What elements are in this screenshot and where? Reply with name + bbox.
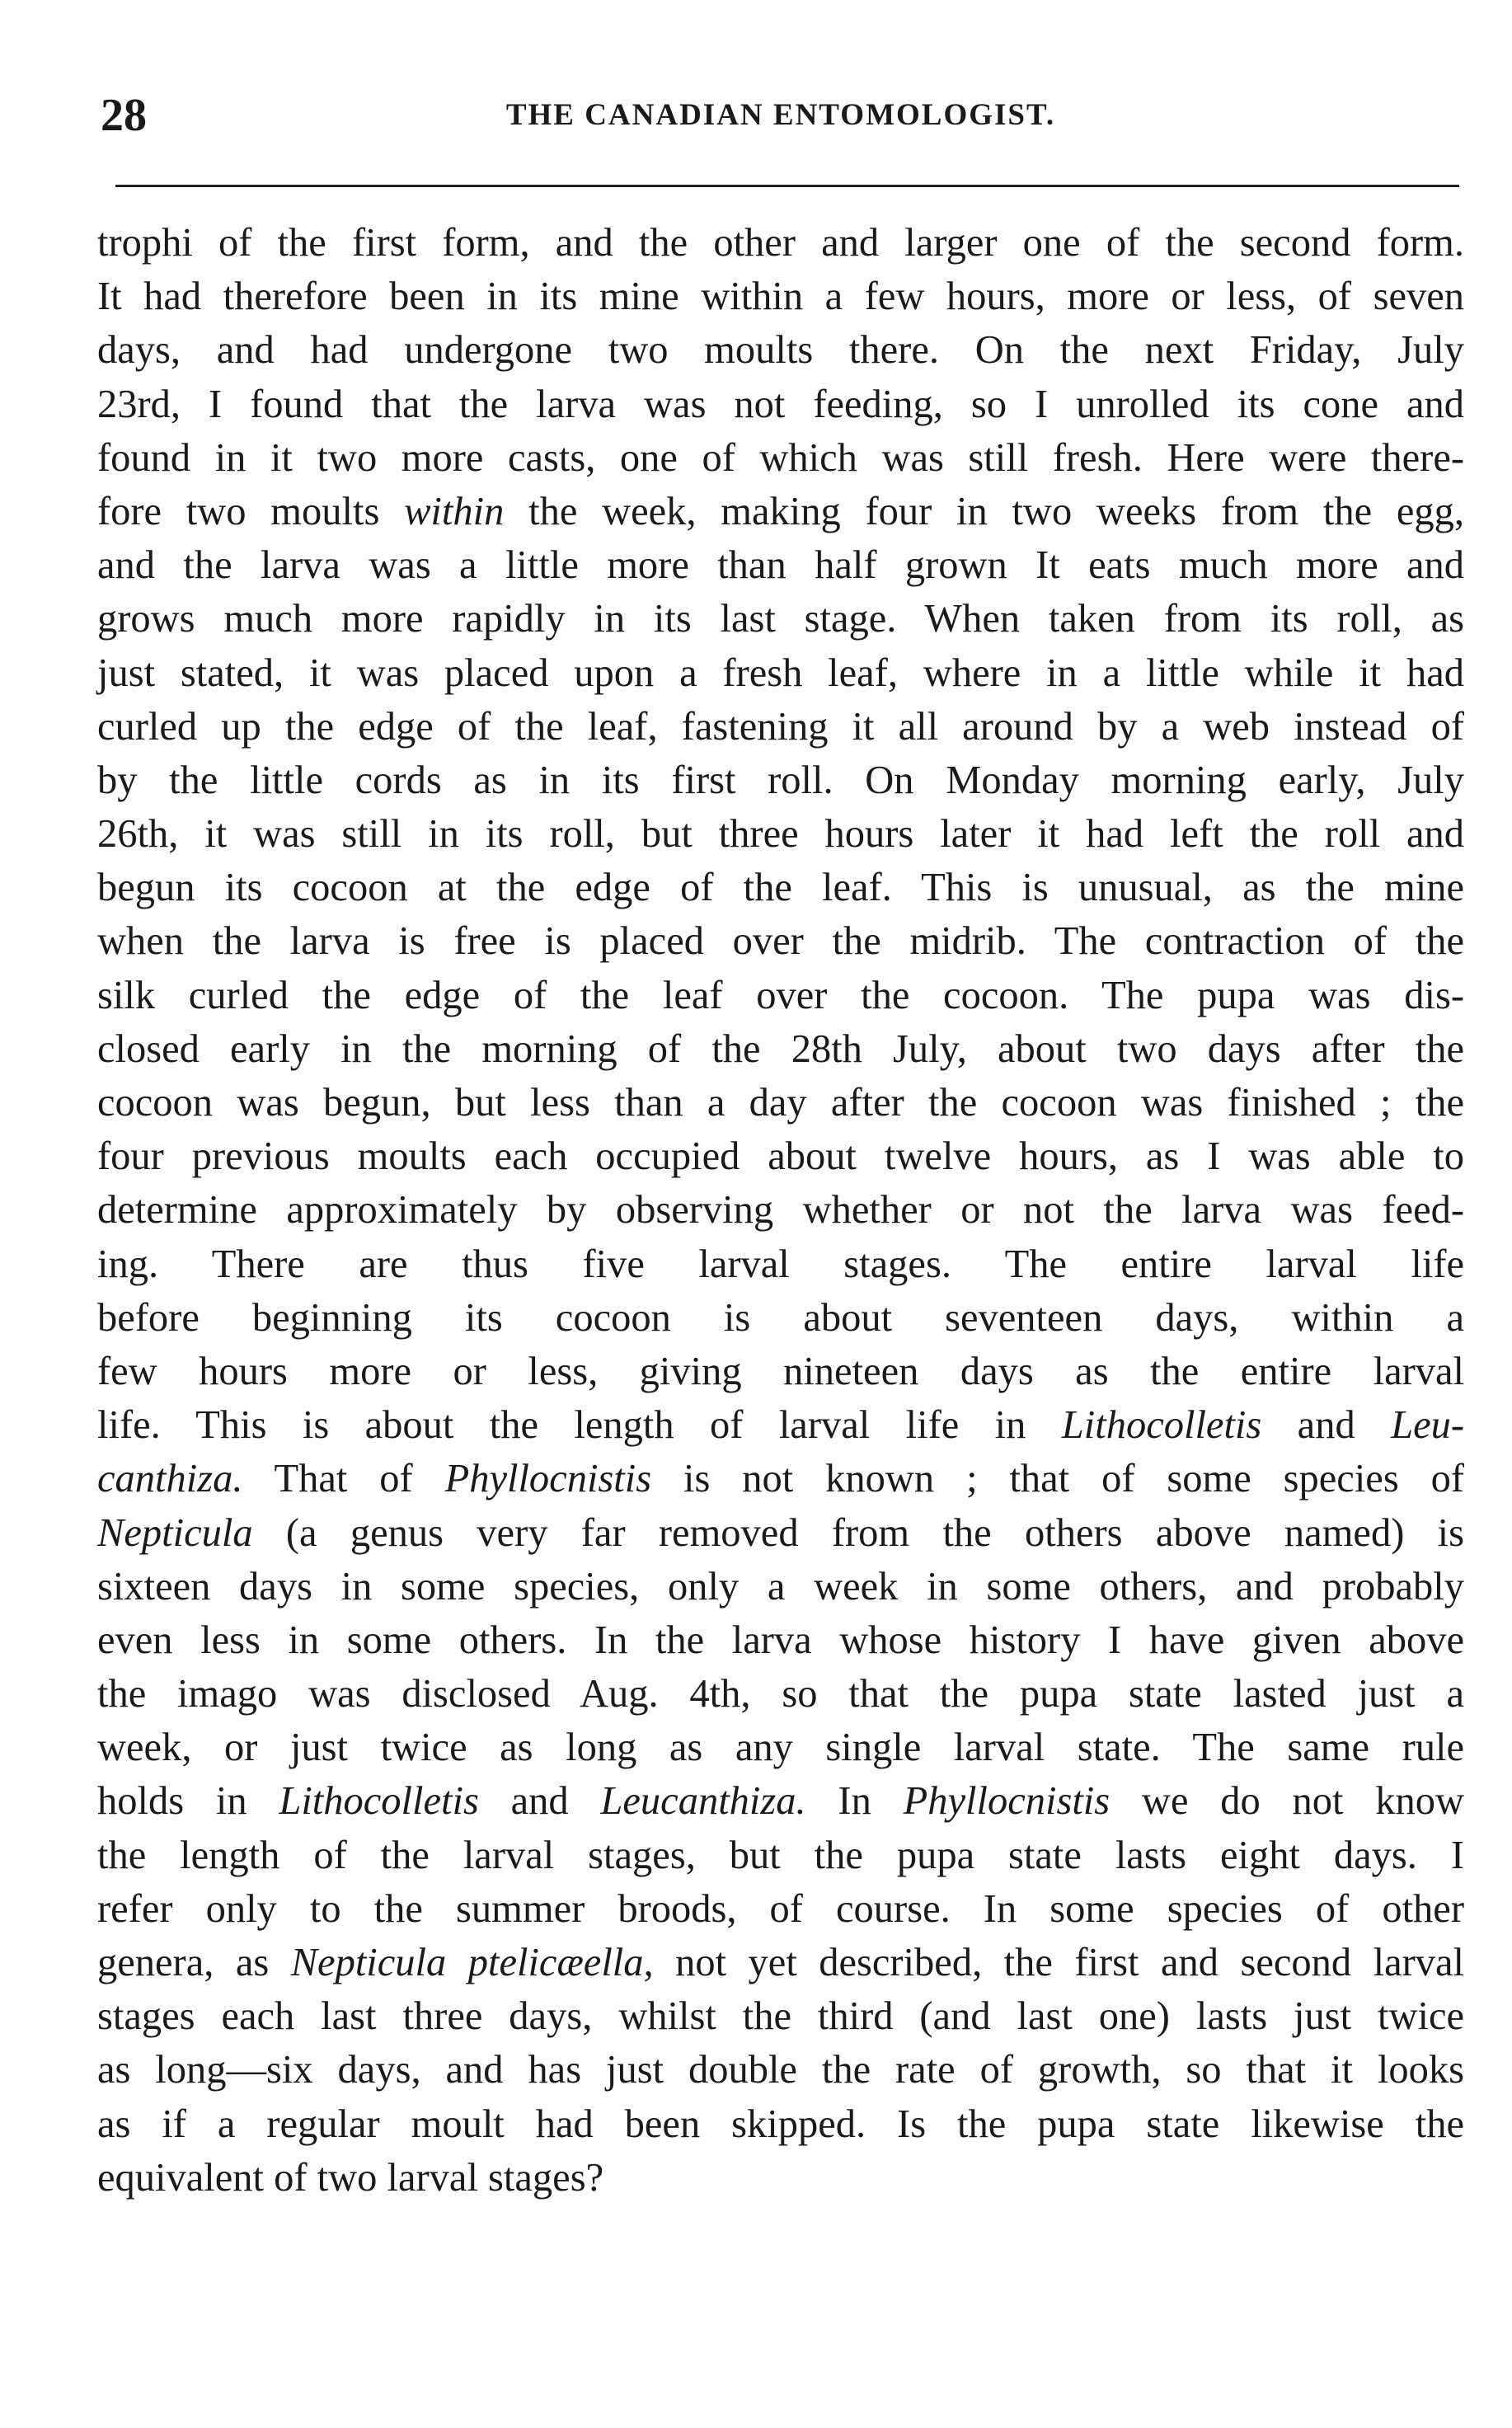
text-line: determine approximately by observing whether or not the larva was feed- xyxy=(97,1188,1464,1233)
text-line xyxy=(97,485,1464,538)
italic-term: Lithocolletis xyxy=(279,1779,479,1824)
text-line: days, and had undergone two moults there. On the next Friday, July xyxy=(97,328,1464,373)
text-segment: In xyxy=(805,1779,904,1824)
text-line: grows much more rapidly in its last stage. When taken from its roll, as xyxy=(97,597,1464,641)
text-segment: and xyxy=(478,1779,601,1824)
text-line: curled up the edge of the leaf, fastening it all around by a web instead of xyxy=(97,704,1464,749)
text-line: cocoon was begun, but less than a day after the cocoon was finished ; the xyxy=(97,1081,1464,1125)
text-line: equivalent of two larval stages? xyxy=(97,2155,604,2200)
text-segment: and xyxy=(1261,1403,1392,1448)
italic-term: Lithocolletis xyxy=(1061,1403,1262,1448)
italic-term: Leucanthiza. xyxy=(600,1779,806,1824)
text-line: sixteen days in some species, only a week in some others, and probably xyxy=(97,1564,1464,1608)
text-line xyxy=(97,1774,1464,1828)
text-segment: holds in xyxy=(97,1779,279,1824)
text-line: before beginning its cocoon is about seventeen days, within a xyxy=(97,1295,1464,1340)
text-segment: fore two moults xyxy=(97,489,405,533)
text-line xyxy=(97,1506,1464,1560)
text-line: refer only to the summer broods, of course. In some species of other xyxy=(97,1886,1464,1931)
text-line: four previous moults each occupied about twelve hours, as I was able to xyxy=(97,1134,1464,1179)
text-segment: That of xyxy=(242,1457,445,1501)
text-line: and the larva was a little more than half grown It eats much more and xyxy=(97,543,1464,588)
text-segment: is not known ; that of some species of xyxy=(651,1457,1464,1501)
text-line: week, or just twice as long as any single larval state. The same rule xyxy=(97,1726,1464,1770)
page-header xyxy=(101,82,1461,148)
text-line: silk curled the edge of the leaf over the cocoon. The pupa was dis- xyxy=(97,973,1464,1017)
page-number: 28 xyxy=(101,90,147,141)
text-line: even less in some others. In the larva whose history I have given above xyxy=(97,1618,1464,1662)
text-line xyxy=(97,1936,1464,1989)
italic-term: Nepticula ptelicæella, xyxy=(290,1941,654,1984)
text-line: found in it two more casts, one of which was still fresh. Here were there- xyxy=(97,435,1464,480)
text-segment: genera, as xyxy=(97,1941,291,1984)
italic-term: Phyllocnistis xyxy=(903,1779,1111,1824)
italic-term: canthiza. xyxy=(97,1457,243,1501)
text-line: 23rd, I found that the larva was not feeding, so I unrolled its cone and xyxy=(97,382,1464,426)
text-segment: not yet described, the first and second larval xyxy=(653,1941,1464,1984)
text-segment: life. This is about the length of larval life in xyxy=(97,1403,1062,1448)
text-line: when the larva is free is placed over the midrib. The contraction of the xyxy=(97,919,1464,964)
text-line: 26th, it was still in its roll, but three hours later it had left the roll and xyxy=(97,812,1464,857)
text-segment: we do not know xyxy=(1110,1779,1465,1824)
text-line: as if a regular moult had been skipped. Is the pupa state likewise the xyxy=(97,2102,1464,2146)
text-line: begun its cocoon at the edge of the leaf. This is unusual, as the mine xyxy=(97,866,1464,910)
text-line: just stated, it was placed upon a fresh leaf, where in a little while it had xyxy=(97,650,1464,695)
text-line: closed early in the morning of the 28th July, about two days after the xyxy=(97,1026,1464,1071)
text-line: ing. There are thus five larval stages. The entire larval life xyxy=(97,1242,1464,1286)
body-text xyxy=(97,216,1464,2205)
italic-term: Phyllocnistis xyxy=(444,1457,652,1501)
italic-term: Leu- xyxy=(1391,1403,1465,1448)
text-line: It had therefore been in its mine within a few hours, more or less, of seven xyxy=(97,275,1464,319)
text-line: stages each last three days, whilst the third (and last one) lasts just twice xyxy=(97,1994,1464,2039)
header-rule xyxy=(115,185,1459,187)
text-line: as long—six days, and has just double the rate of growth, so that it looks xyxy=(97,2048,1464,2092)
text-line: trophi of the first form, and the other and larger one of the second form. xyxy=(97,221,1464,265)
text-line xyxy=(97,1452,1464,1505)
running-title: THE CANADIAN ENTOMOLOGIST. xyxy=(505,98,1056,132)
italic-term: within xyxy=(404,489,505,533)
text-line xyxy=(97,1398,1464,1452)
text-line: by the little cords as in its first roll. On Monday morning early, July xyxy=(97,758,1464,802)
text-line: the imago was disclosed Aug. 4th, so that the pupa state lasted just a xyxy=(97,1672,1464,1717)
text-segment: the week, making four in two weeks from the egg, xyxy=(504,489,1464,533)
text-line: few hours more or less, giving nineteen days as the entire larval xyxy=(97,1349,1464,1393)
text-line: the length of the larval stages, but the pupa state lasts eight days. I xyxy=(97,1833,1464,1877)
text-segment: (a genus very far removed from the others above named) is xyxy=(252,1510,1464,1555)
italic-term: Nepticula xyxy=(97,1510,253,1555)
